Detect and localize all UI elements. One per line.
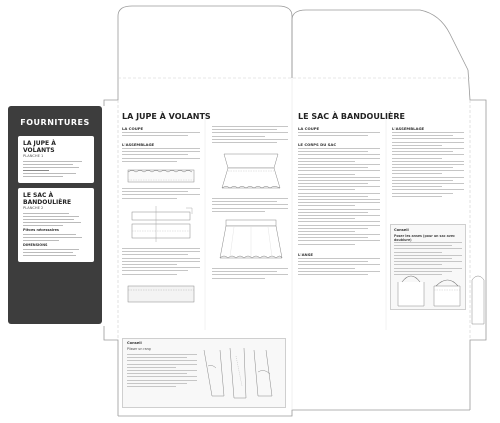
supplies-skirt-list [23,161,89,177]
skirt-figure-finished [214,218,288,264]
bag-tip-subtitle: Poser les anses (pour un sac avec doublure) [394,234,455,242]
supplies-bag-dimensions-list [23,249,89,256]
skirt-text-step6 [212,268,288,281]
bag-tip-label: Conseil [394,228,409,232]
supplies-bag-title: LE SAC À BANDOULIÈRE [23,192,72,206]
skirt-figure-tiered [214,150,288,194]
skirt-figure-hem [126,284,198,306]
skirt-tip-label: Conseil [127,341,142,345]
skirt-text-coupe [122,132,200,138]
bag-text-assemblage [392,132,464,199]
skirt-tip-text [127,354,197,389]
bag-text-corps [298,148,380,247]
skirt-tip-subtitle: Plisser un rang [127,347,151,351]
bag-text-anse [298,258,380,277]
skirt-figure-ruffle-strip [126,166,198,186]
bag-section-assemblage: L'ASSEMBLAGE [392,126,425,131]
supplies-bag-subtitle: PLANCHE 2 [23,206,44,210]
supplies-skirt-subtitle: PLANCHE 1 [23,154,44,158]
skirt-section-assemblage: L'ASSEMBLAGE [122,142,155,147]
supplies-bag-card [18,188,94,262]
skirt-text-step2 [122,188,200,201]
skirt-section-coupe: LA COUPE [122,126,144,131]
supplies-bag-notions-label: Pièces nécessaires [23,228,59,232]
bag-text-coupe [298,132,380,138]
skirt-figure-assembly [126,204,198,244]
bag-section-corps: LE CORPS DU SAC [298,142,337,147]
skirt-text-step4 [212,126,288,145]
bag-side-figure [470,270,486,330]
supplies-bag-list [23,213,89,226]
skirt-tip-figures [200,346,282,404]
supplies-bag-notions-list [23,234,89,241]
supplies-skirt-title: LA JUPE À VOLANTS [23,140,56,154]
bag-section-anse: L'ANSE [298,252,314,257]
skirt-panel-title: LA JUPE À VOLANTS [122,112,211,121]
skirt-text-step1 [122,148,200,164]
supplies-heading: FOURNITURES [20,118,90,127]
supplies-flap [8,106,102,324]
bag-tip-figures [392,272,466,310]
skirt-text-step3 [122,248,200,277]
supplies-skirt-card [18,136,94,183]
bag-section-coupe: LA COUPE [298,126,320,131]
skirt-text-step5 [212,198,288,214]
bag-panel-title: LE SAC À BANDOULIÈRE [298,112,406,121]
supplies-bag-dimensions-label: DIMENSIONS [23,243,48,247]
